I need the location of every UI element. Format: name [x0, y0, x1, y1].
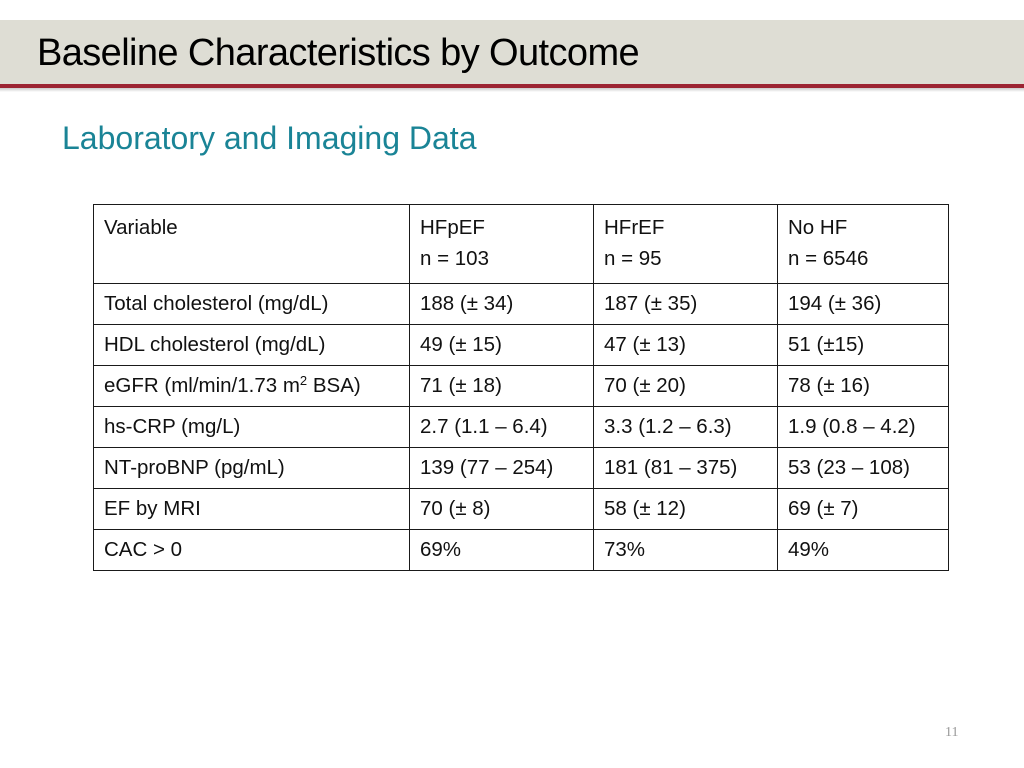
header-variable-label: Variable [104, 216, 178, 239]
page-number: 11 [945, 725, 959, 740]
cell-hfpef: 70 (± 8) [410, 489, 594, 530]
table-row [94, 284, 949, 325]
cell-variable-text-end: BSA) [307, 374, 361, 397]
cell-variable: NT-proBNP (pg/mL) [94, 448, 410, 489]
slide-title: Baseline Characteristics by Outcome [37, 32, 640, 74]
cell-variable: EF by MRI [94, 489, 410, 530]
header-hfpef-label: HFpEF [420, 216, 485, 239]
cell-no-hf: 194 (± 36) [778, 284, 949, 325]
cell-hfpef: 2.7 (1.1 – 6.4) [410, 407, 594, 448]
cell-no-hf: 69 (± 7) [778, 489, 949, 530]
cell-hfpef: 139 (77 – 254) [410, 448, 594, 489]
header-hfref [594, 205, 778, 284]
header-hfpef-count: n = 103 [420, 247, 489, 270]
header-hfpef [410, 205, 594, 284]
cell-hfpef: 69% [410, 530, 594, 571]
cell-no-hf: 1.9 (0.8 – 4.2) [778, 407, 949, 448]
header-variable [94, 205, 410, 284]
cell-hfpef: 188 (± 34) [410, 284, 594, 325]
cell-no-hf: 49% [778, 530, 949, 571]
table-header-row [94, 205, 949, 284]
cell-variable [94, 366, 410, 407]
baseline-characteristics-table [93, 204, 949, 571]
cell-no-hf: 51 (±15) [778, 325, 949, 366]
table-row [94, 366, 949, 407]
superscript-two: 2 [299, 373, 308, 388]
title-bar [0, 20, 1024, 88]
cell-hfref: 3.3 (1.2 – 6.3) [594, 407, 778, 448]
cell-variable: Total cholesterol (mg/dL) [94, 284, 410, 325]
table-row [94, 530, 949, 571]
cell-variable: hs-CRP (mg/L) [94, 407, 410, 448]
cell-hfref: 70 (± 20) [594, 366, 778, 407]
cell-hfref: 187 (± 35) [594, 284, 778, 325]
header-hfref-count: n = 95 [604, 247, 662, 270]
header-hfref-label: HFrEF [604, 216, 665, 239]
header-no-hf-label: No HF [788, 216, 848, 239]
header-no-hf [778, 205, 949, 284]
cell-hfref: 47 (± 13) [594, 325, 778, 366]
table-row [94, 489, 949, 530]
cell-variable-text: eGFR (ml/min/1.73 m [104, 374, 300, 397]
table-row [94, 325, 949, 366]
cell-no-hf: 53 (23 – 108) [778, 448, 949, 489]
cell-hfpef: 49 (± 15) [410, 325, 594, 366]
cell-hfpef: 71 (± 18) [410, 366, 594, 407]
cell-hfref: 73% [594, 530, 778, 571]
cell-variable: CAC > 0 [94, 530, 410, 571]
slide-subtitle: Laboratory and Imaging Data [62, 120, 477, 156]
cell-no-hf: 78 (± 16) [778, 366, 949, 407]
table-row [94, 448, 949, 489]
title-bar-shadow [0, 88, 1024, 92]
cell-variable: HDL cholesterol (mg/dL) [94, 325, 410, 366]
table-row [94, 407, 949, 448]
cell-hfref: 58 (± 12) [594, 489, 778, 530]
cell-hfref: 181 (81 – 375) [594, 448, 778, 489]
header-no-hf-count: n = 6546 [788, 247, 869, 270]
